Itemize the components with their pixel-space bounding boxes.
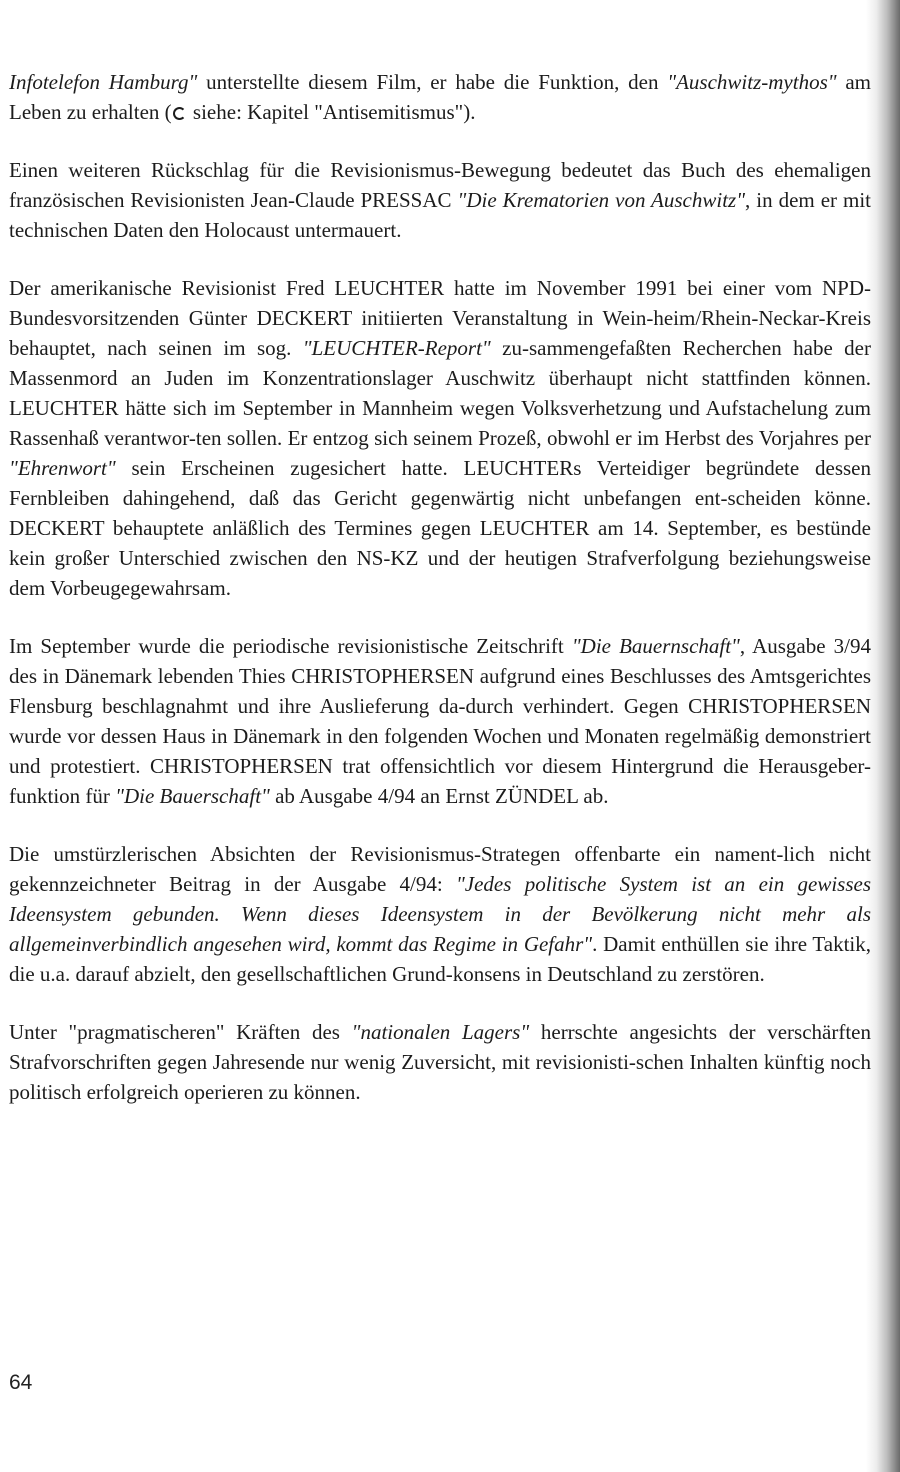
italic-quote: "Jedes politische System ist an ein gewisses Ideensystem gebunden. Wenn dieses Ideensystem in der Bevölkerung nicht mehr als allgemeinverbindlich angesehen wird, kommt das Regime in Gefahr" — [9, 872, 871, 956]
italic-quote: "Ehrenwort" — [9, 456, 116, 480]
text-run: zu-sammengefaßten Recherchen habe der Massenmord an Juden im Konzentrationslager Auschwitz überhaupt nicht stattfinden können. LEUCHTER hätte sich im September in Mannheim wegen Volksverhetzung und Aufstachelung zum Rassenhaß verantwor-ten sollen. Er entzog sich seinem Prozeß, obwohl er im Herbst des Vorjahres per — [9, 336, 872, 450]
text-run: herrschte angesichts der verschärften Strafvorschriften gegen Jahresende nur wenig Zuversicht, mit revisionisti-schen Inhalten künftig noch politisch erfolgreich operieren zu können. — [9, 1020, 871, 1104]
paragraph — [9, 273, 871, 603]
text-run: siehe: Kapitel "Antisemitismus"). — [187, 100, 476, 124]
text-run: ab Ausgabe 4/94 an Ernst ZÜNDEL ab. — [269, 784, 609, 808]
text-run: Unter "pragmatischeren" Kräften des — [9, 1020, 352, 1044]
paragraph — [9, 631, 871, 811]
text-run: Der amerikanische Revisionist Fred LEUCHTER hatte im November 1991 bei einer vom NPD-Bundesvorsitzenden Günter DECKERT initiierten Veranstaltung in Wein-heim/Rhein-Neckar-Kreis behauptet, nach seinen im sog. — [9, 276, 871, 360]
body-text — [9, 67, 871, 1107]
text-run: sein Erscheinen zugesichert hatte. LEUCHTERs Verteidiger begründete dessen Fernbleiben dahingehend, daß das Gericht gegenwärtig nicht unbefangen ent-scheiden könne. DECKERT behauptete anläßlich des Termines gegen LEUCHTER am 14. September, es bestünde kein großer Unterschied zwischen den NS-KZ und der heutigen Strafverfolgung beziehungsweise dem Vorbeugegewahrsam. — [9, 456, 871, 600]
arrow-icon — [173, 107, 186, 120]
text-run: Einen weiteren Rückschlag für die Revisionismus-Bewegung bedeutet das Buch des ehemaligen französischen Revisionisten Jean-Claude PRESSAC — [9, 158, 871, 212]
text-run: unterstellte diesem Film, er habe die Funktion, den — [197, 70, 668, 94]
paragraph — [9, 67, 871, 127]
italic-quote: "nationalen Lagers" — [351, 1020, 530, 1044]
text-run: am Leben zu erhalten ( — [9, 70, 872, 124]
italic-quote: "Auschwitz-mythos" — [667, 70, 837, 94]
italic-quote: Infotelefon Hamburg" — [9, 70, 198, 94]
page-edge-shadow — [866, 0, 900, 1472]
italic-quote: "Die Bauernschaft" — [571, 634, 740, 658]
italic-quote: "Die Krematorien von Auschwitz" — [457, 188, 746, 212]
paragraph — [9, 1017, 871, 1107]
text-run: . Damit enthüllen sie ihre Taktik, die u.a. darauf abzielt, den gesellschaftlichen Grund-konsens in Deutschland zu zerstören. — [9, 932, 871, 986]
text-run: Im September wurde die periodische revisionistische Zeitschrift — [9, 634, 572, 658]
paragraph — [9, 155, 871, 245]
page-number: 64 — [9, 1371, 33, 1394]
italic-quote: "LEUCHTER-Report" — [302, 336, 491, 360]
italic-quote: "Die Bauerschaft" — [115, 784, 270, 808]
text-run: Die umstürzlerischen Absichten der Revisionismus-Strategen offenbarte ein nament-lich nicht gekennzeichneter Beitrag in der Ausgabe 4/94: — [9, 842, 871, 896]
text-run: , Ausgabe 3/94 des in Dänemark lebenden Thies CHRISTOPHERSEN aufgrund eines Beschlusses des Amtsgerichtes Flensburg beschlagnahmt und ihre Auslieferung da-durch verhindert. Gegen CHRISTOPHERSEN wurde vor dessen Haus in Dänemark in den folgenden Wochen und Monaten regelmäßig demonstriert und protestiert. CHRISTOPHERSEN trat offensichtlich vor diesem Hintergrund die Herausgeber-funktion für — [9, 634, 871, 808]
paragraph — [9, 839, 871, 989]
text-run: , in dem er mit technischen Daten den Holocaust untermauert. — [9, 188, 871, 242]
